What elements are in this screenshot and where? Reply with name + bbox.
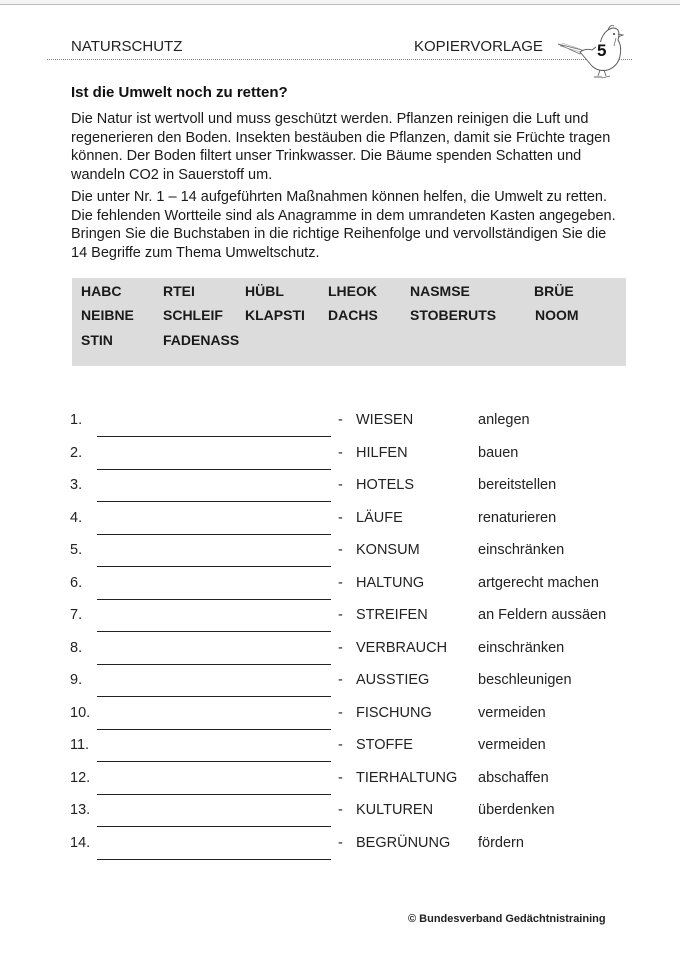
item-number: 6.	[70, 574, 83, 591]
header-dotted-divider	[47, 59, 632, 60]
item-number: 5.	[70, 542, 83, 558]
word-part: VERBRAUCH	[356, 639, 448, 656]
exercise-row	[0, 640, 680, 672]
anagram-word: FADENASS	[163, 332, 240, 348]
word-part: BEGRÜNUNG	[356, 834, 451, 851]
item-number: 14.	[70, 834, 91, 851]
answer-blank[interactable]	[97, 729, 331, 730]
section-label: NATURSCHUTZ	[71, 38, 183, 55]
bird-mascot-icon	[556, 22, 628, 80]
anagram-word: NASMSE	[410, 283, 470, 299]
intro-line: wandeln CO2 in Sauerstoff um.	[71, 166, 273, 183]
action-verb: vermeiden	[478, 737, 546, 753]
anagram-word: LHEOK	[328, 283, 377, 299]
action-verb: einschränken	[478, 542, 565, 558]
separator-dash: -	[338, 639, 343, 656]
exercise-row	[0, 705, 680, 737]
anagram-word: HABC	[81, 283, 122, 299]
exercise-row	[0, 412, 680, 444]
instruction-line: Die fehlenden Wortteile sind als Anagramme in dem umrandeten Kasten angegeben.	[71, 207, 616, 224]
item-number: 13.	[70, 802, 91, 818]
word-part: LÄUFE	[356, 509, 403, 526]
answer-blank[interactable]	[97, 501, 331, 502]
action-verb: überdenken	[478, 802, 555, 818]
action-verb: fördern	[478, 834, 524, 851]
copyright-footer: © Bundesverband Gedächtnistraining	[408, 913, 606, 925]
anagram-box	[72, 278, 626, 366]
item-number: 2.	[70, 444, 83, 461]
answer-blank[interactable]	[97, 859, 331, 860]
intro-line: können. Der Boden filtert unser Trinkwasser. Die Bäume spenden Schatten und	[71, 148, 582, 164]
separator-dash: -	[338, 542, 343, 558]
separator-dash: -	[338, 509, 343, 526]
anagram-word: DACHS	[328, 307, 378, 323]
separator-dash: -	[338, 802, 343, 818]
action-verb: vermeiden	[478, 704, 546, 721]
word-part: FISCHUNG	[356, 704, 432, 721]
action-verb: bereitstellen	[478, 477, 557, 493]
anagram-word: NEIBNE	[81, 307, 134, 323]
answer-blank[interactable]	[97, 436, 331, 437]
action-verb: an Feldern aussäen	[478, 607, 607, 623]
exercise-row	[0, 737, 680, 769]
action-verb: anlegen	[478, 412, 530, 428]
answer-blank[interactable]	[97, 696, 331, 697]
word-part: STREIFEN	[356, 607, 428, 623]
word-part: HOTELS	[356, 477, 415, 493]
action-verb: beschleunigen	[478, 672, 572, 688]
answer-blank[interactable]	[97, 761, 331, 762]
exercise-row	[0, 835, 680, 867]
answer-blank[interactable]	[97, 664, 331, 665]
separator-dash: -	[338, 444, 343, 461]
word-part: AUSSTIEG	[356, 672, 430, 688]
anagram-word: KLAPSTI	[245, 307, 305, 323]
separator-dash: -	[338, 737, 343, 753]
exercise-row	[0, 607, 680, 639]
document-type-label: KOPIERVORLAGE	[414, 38, 543, 55]
item-number: 9.	[70, 672, 83, 688]
item-number: 3.	[70, 477, 83, 493]
answer-blank[interactable]	[97, 599, 331, 600]
anagram-word: HÜBL	[245, 283, 284, 299]
instruction-paragraph	[71, 188, 641, 262]
separator-dash: -	[338, 672, 343, 688]
separator-dash: -	[338, 477, 343, 493]
word-part: HALTUNG	[356, 574, 425, 591]
answer-blank[interactable]	[97, 631, 331, 632]
action-verb: abschaffen	[478, 769, 549, 786]
exercise-row	[0, 542, 680, 574]
item-number: 12.	[70, 769, 91, 786]
anagram-word: SCHLEIF	[163, 307, 223, 323]
exercise-row	[0, 575, 680, 607]
item-number: 8.	[70, 639, 83, 656]
answer-blank[interactable]	[97, 794, 331, 795]
action-verb: artgerecht machen	[478, 574, 599, 591]
instruction-line: Bringen Sie die Buchstaben in die richtige Reihenfolge und vervollständigen Sie die	[71, 226, 607, 242]
separator-dash: -	[338, 769, 343, 786]
top-border	[0, 0, 680, 5]
word-part: KONSUM	[356, 542, 420, 558]
exercise-row	[0, 770, 680, 802]
exercise-row	[0, 672, 680, 704]
exercise-row	[0, 445, 680, 477]
exercise-row	[0, 510, 680, 542]
item-number: 7.	[70, 607, 83, 623]
anagram-word: NOOM	[535, 307, 579, 323]
exercise-row	[0, 477, 680, 509]
answer-blank[interactable]	[97, 826, 331, 827]
action-verb: einschränken	[478, 639, 565, 656]
word-part: STOFFE	[356, 737, 413, 753]
separator-dash: -	[338, 607, 343, 623]
page-number: 5	[597, 41, 607, 60]
word-part: HILFEN	[356, 444, 408, 461]
anagram-word: STIN	[81, 332, 113, 348]
anagram-word: STOBERUTS	[410, 307, 497, 323]
separator-dash: -	[338, 574, 343, 591]
separator-dash: -	[338, 834, 343, 851]
intro-line: Die Natur ist wertvoll und muss geschützt werden. Pflanzen reinigen die Luft und	[71, 111, 589, 127]
word-part: TIERHALTUNG	[356, 769, 458, 786]
answer-blank[interactable]	[97, 534, 331, 535]
item-number: 4.	[70, 509, 83, 526]
answer-blank[interactable]	[97, 566, 331, 567]
separator-dash: -	[338, 704, 343, 721]
action-verb: renaturieren	[478, 509, 557, 526]
separator-dash: -	[338, 412, 343, 428]
intro-line: regenerieren den Boden. Insekten bestäuben die Pflanzen, damit sie Früchte tragen	[71, 129, 611, 146]
item-number: 11.	[70, 737, 90, 753]
word-part: KULTUREN	[356, 802, 434, 818]
anagram-word: BRÜE	[534, 283, 574, 299]
answer-blank[interactable]	[97, 469, 331, 470]
action-verb: bauen	[478, 444, 519, 461]
worksheet-title: Ist die Umwelt noch zu retten?	[71, 84, 288, 101]
item-number: 10.	[70, 704, 91, 721]
word-part: WIESEN	[356, 412, 414, 428]
exercise-row	[0, 802, 680, 834]
instruction-line: Die unter Nr. 1 – 14 aufgeführten Maßnahmen können helfen, die Umwelt zu retten.	[71, 189, 608, 205]
instruction-line: 14 Begriffe zum Thema Umweltschutz.	[71, 244, 320, 261]
anagram-word: RTEI	[163, 283, 195, 299]
intro-paragraph	[71, 110, 641, 184]
item-number: 1.	[70, 412, 83, 428]
